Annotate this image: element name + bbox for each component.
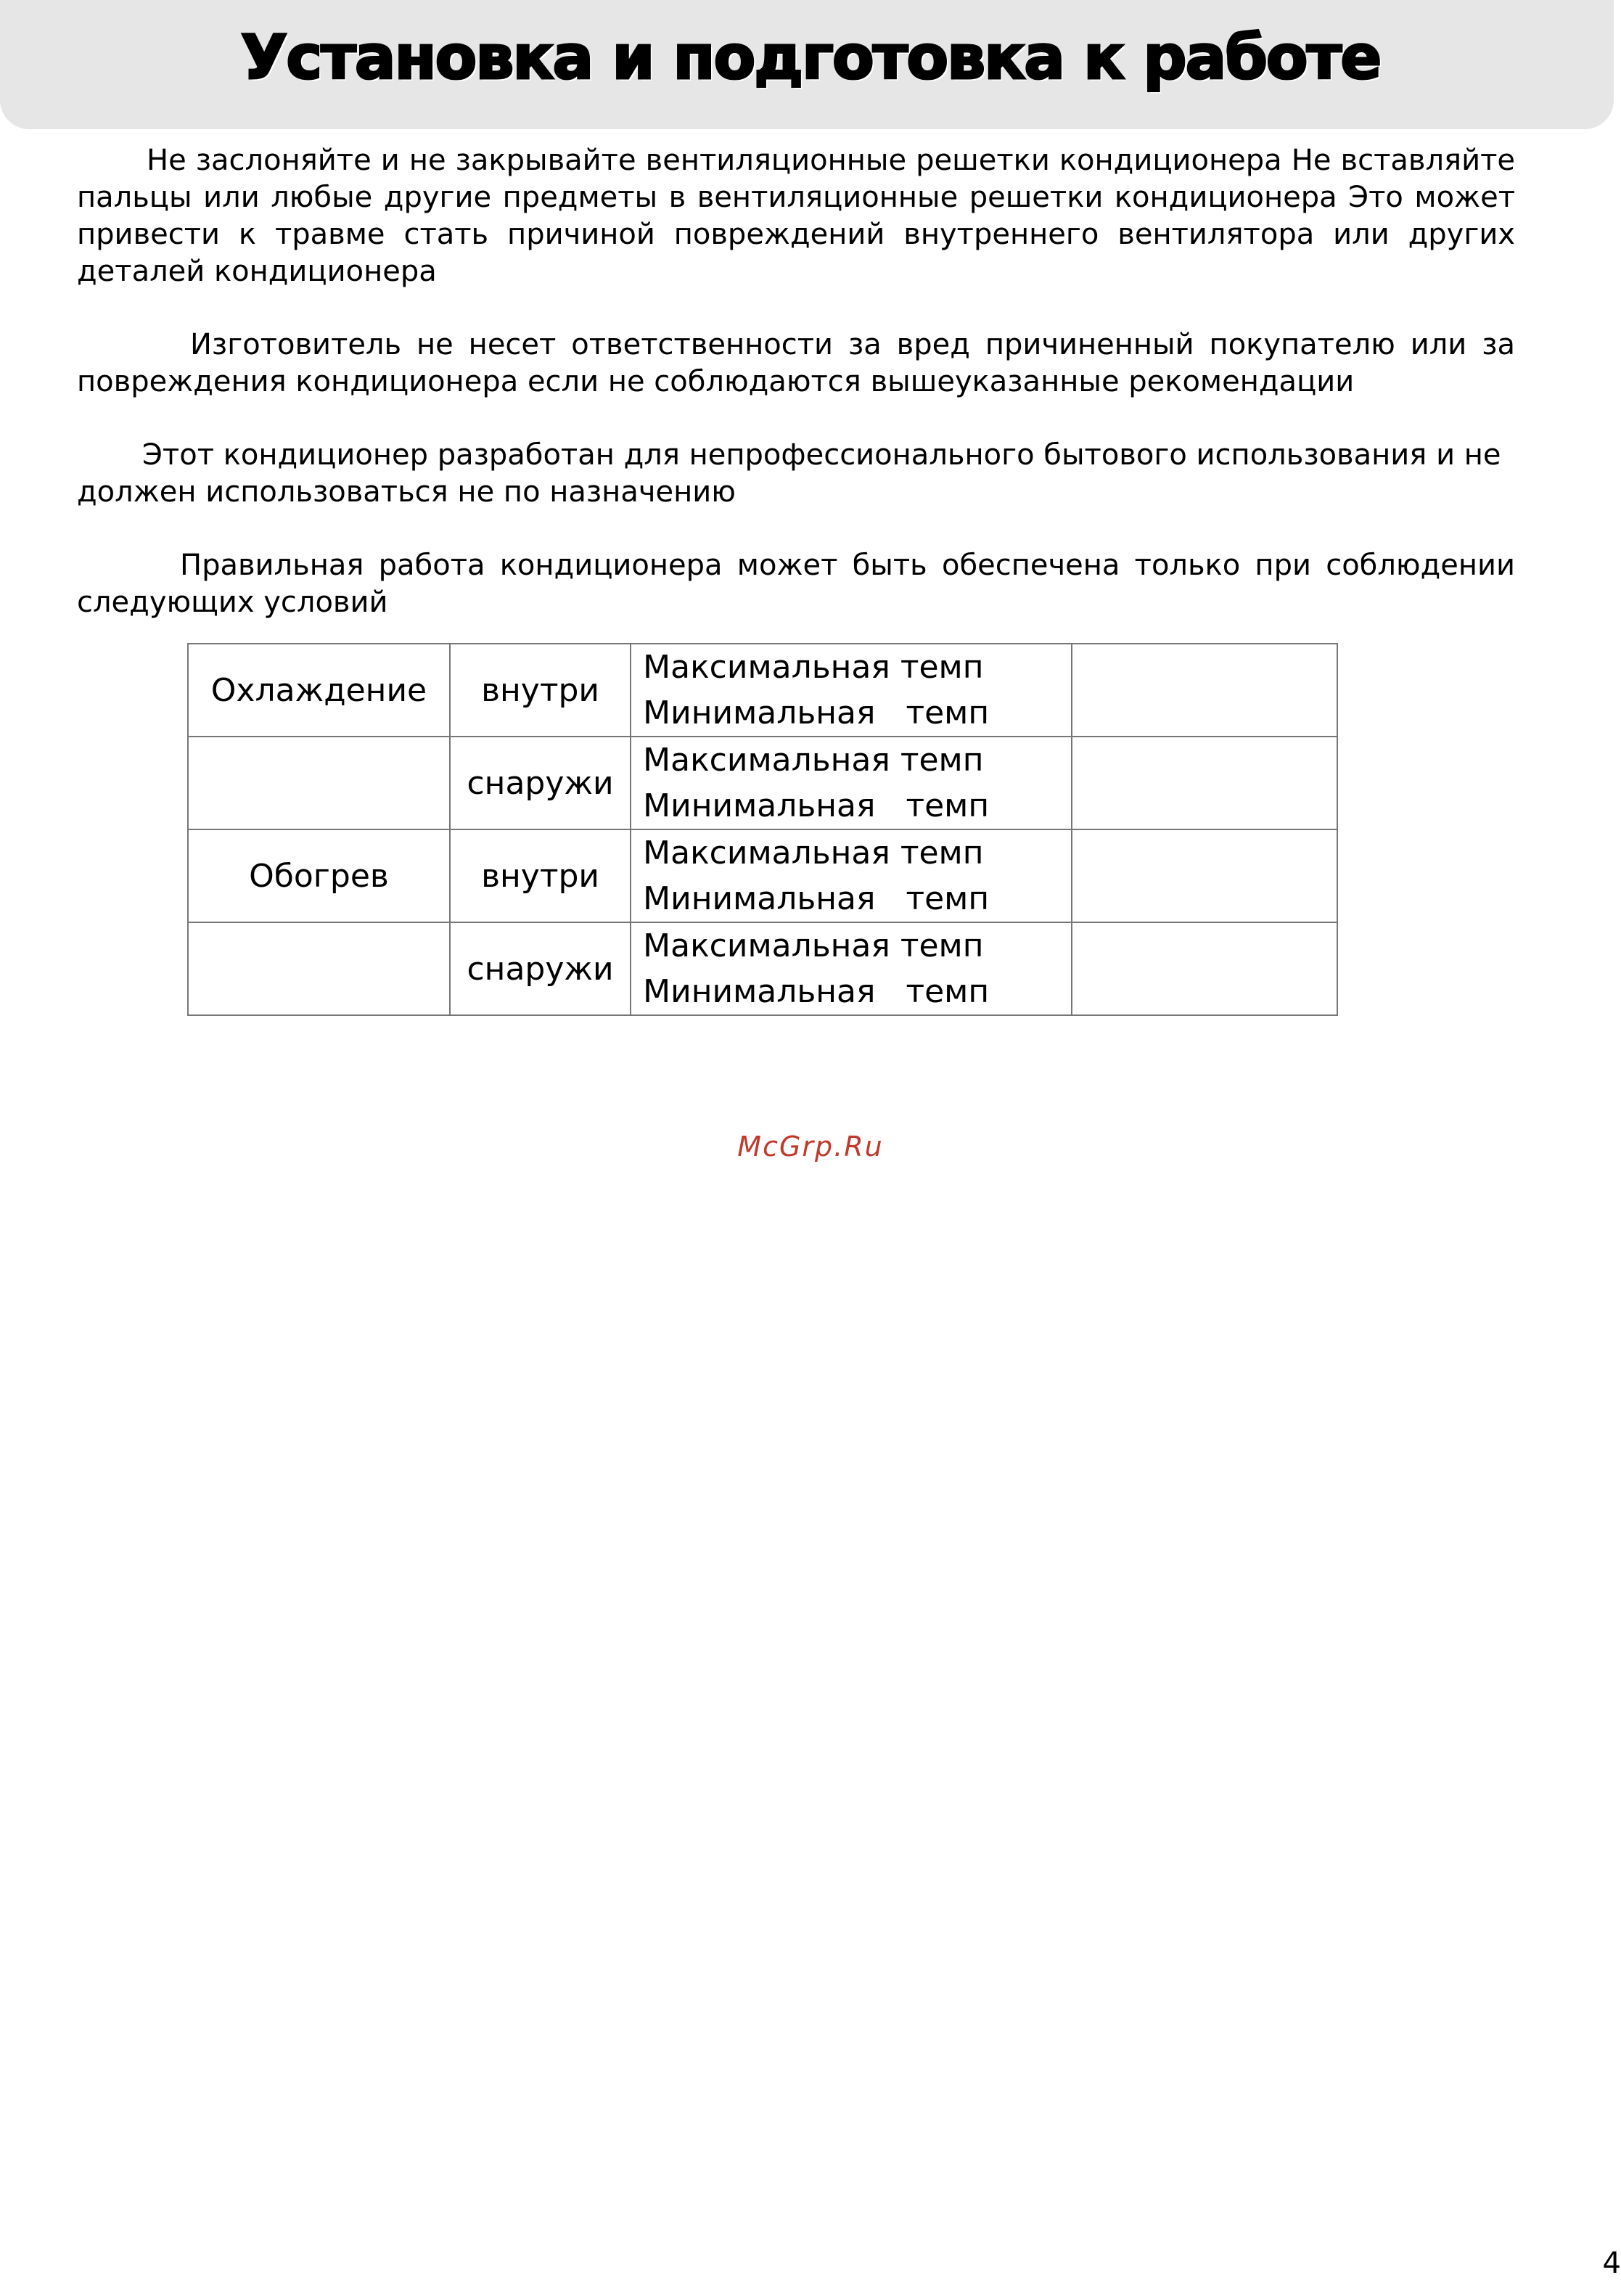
min-temp-label: Минимальная темп bbox=[643, 787, 990, 824]
mode-cell: Охлаждение bbox=[188, 644, 450, 737]
location-cell: внутри bbox=[450, 829, 631, 922]
watermark-link[interactable]: McGrp.Ru bbox=[737, 1131, 884, 1163]
location-cell: внутри bbox=[450, 644, 631, 737]
mode-cell bbox=[188, 737, 450, 829]
max-temp-label: Максимальная темп bbox=[643, 927, 984, 964]
temperature-labels-cell bbox=[631, 829, 1072, 922]
paragraph-conditions-intro: Правильная работа кондиционера может быть обеспечена только при соблюдении следующих условий bbox=[77, 549, 1515, 619]
paragraph-ventilation-warning: Не заслоняйте и не закрывайте вентиляционные решетки кондиционера Не вставляйте пальцы или любые другие предметы в вентиляционные решетки кондиционера Это может привести к травме стать причиной повреждений внутреннего вентилятора или других деталей кондиционера bbox=[77, 144, 1515, 288]
temperature-labels-cell bbox=[631, 737, 1072, 829]
mode-cell: Обогрев bbox=[188, 829, 450, 922]
page-number: 4 bbox=[1602, 2247, 1621, 2280]
location-cell: снаружи bbox=[450, 922, 631, 1015]
table-row bbox=[188, 737, 1337, 829]
min-temp-label: Минимальная темп bbox=[643, 880, 990, 917]
table-row bbox=[188, 829, 1337, 922]
table-row bbox=[188, 922, 1337, 1015]
location-cell: снаружи bbox=[450, 737, 631, 829]
temperature-labels-cell bbox=[631, 922, 1072, 1015]
paragraph-liability: Изготовитель не несет ответственности за вред причиненный покупателю или за повреждения кондиционера если не соблюдаются вышеуказанные рекомендации bbox=[77, 328, 1515, 398]
operating-conditions-table bbox=[187, 643, 1338, 1016]
page-title: Установка и подготовка к работе bbox=[240, 22, 1381, 93]
value-cell bbox=[1072, 922, 1337, 1015]
value-cell bbox=[1072, 644, 1337, 737]
min-temp-label: Минимальная темп bbox=[643, 973, 990, 1010]
max-temp-label: Максимальная темп bbox=[643, 649, 984, 686]
max-temp-label: Максимальная темп bbox=[643, 742, 984, 779]
table-row bbox=[188, 644, 1337, 737]
value-cell bbox=[1072, 737, 1337, 829]
mode-cell bbox=[188, 922, 450, 1015]
paragraph-household-use: Этот кондиционер разработан для непрофессионального бытового использования и не должен использоваться не по назначению bbox=[77, 438, 1501, 509]
temperature-labels-cell bbox=[631, 644, 1072, 737]
max-temp-label: Максимальная темп bbox=[643, 835, 984, 872]
value-cell bbox=[1072, 829, 1337, 922]
min-temp-label: Минимальная темп bbox=[643, 694, 990, 731]
